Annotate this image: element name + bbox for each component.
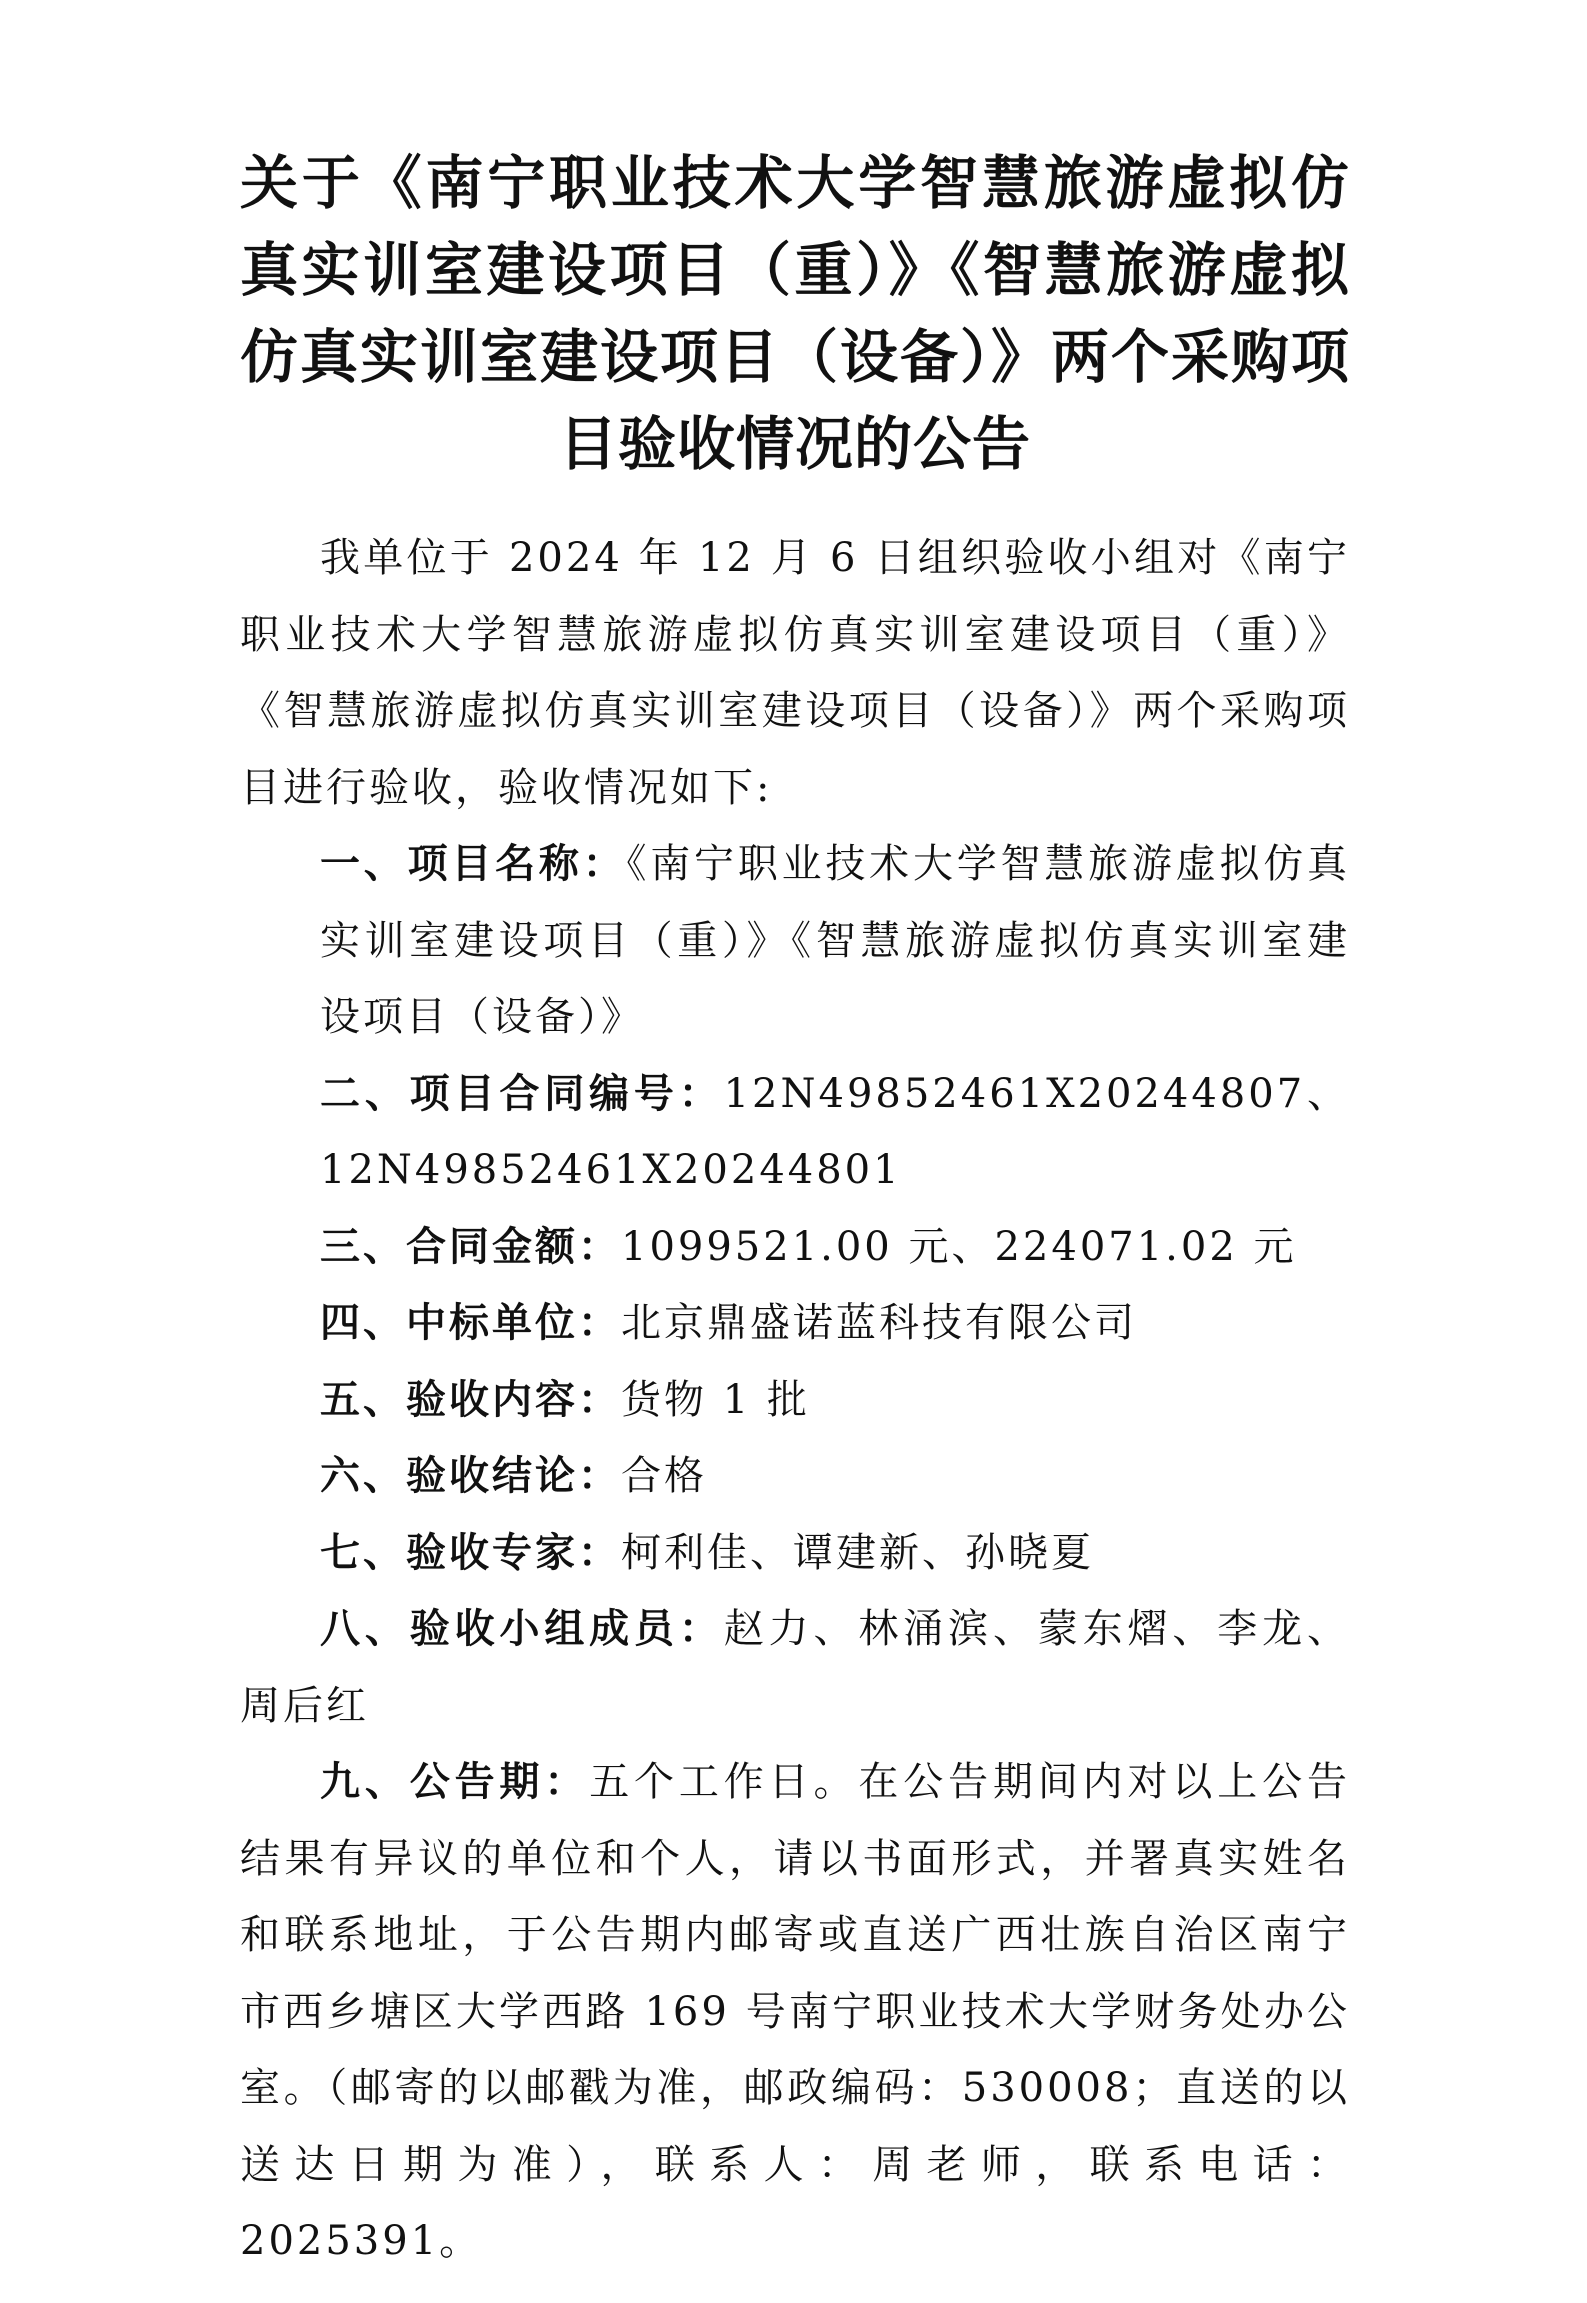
item-text: 赵力、林涌滨、蒙东熠、李龙、周后红 <box>240 1606 1351 1729</box>
item-heading: 七、验收专家： <box>320 1529 621 1576</box>
item-text: 货物 1 批 <box>621 1376 810 1423</box>
item-text: 12N49852461X20244807、 <box>723 1070 1350 1117</box>
item-heading: 九、公告期： <box>320 1759 590 1805</box>
item-heading: 八、验收小组成员： <box>320 1606 724 1652</box>
item-acceptance-conclusion <box>240 1438 1350 1515</box>
item-project-name <box>240 826 1350 1056</box>
item-contract-amount <box>240 1209 1350 1286</box>
item-contract-number <box>240 1056 1350 1133</box>
item-heading: 四、中标单位： <box>320 1300 621 1346</box>
item-contract-number-cont <box>240 1132 1350 1209</box>
item-text: 12N49852461X20244801 <box>320 1147 902 1193</box>
item-text: 《南宁职业技术大学智慧旅游虚拟仿真实训室建设项目（重）》《智慧旅游虚拟仿真实训室建设项目（设备）》 <box>320 841 1351 1040</box>
item-announcement-period <box>240 1744 1350 2280</box>
item-acceptance-content <box>240 1362 1350 1439</box>
item-acceptance-experts <box>240 1515 1350 1592</box>
item-text: 北京鼎盛诺蓝科技有限公司 <box>621 1300 1137 1346</box>
document-body <box>240 520 1350 2280</box>
item-heading: 一、项目名称： <box>320 841 627 887</box>
item-heading: 二、项目合同编号： <box>320 1070 724 1117</box>
item-heading: 三、合同金额： <box>320 1223 621 1270</box>
item-text: 柯利佳、谭建新、孙晓夏 <box>621 1529 1094 1576</box>
item-text: 合格 <box>621 1453 707 1499</box>
item-text: 1099521.00 元、224071.02 元 <box>621 1223 1297 1270</box>
item-group-members <box>240 1591 1350 1744</box>
intro-paragraph: 我单位于 2024 年 12 月 6 日组织验收小组对《南宁职业技术大学智慧旅游虚拟仿真实训室建设项目（重）》《智慧旅游虚拟仿真实训室建设项目（设备）》两个采购项目进行验收，验收情况如下: <box>240 535 1350 811</box>
item-winning-bidder <box>240 1285 1350 1362</box>
item-heading: 五、验收内容： <box>320 1376 621 1423</box>
item-text: 五个工作日。在公告期间内对以上公告结果有异议的单位和个人，请以书面形式，并署真实姓名和联系地址，于公告期内邮寄或直送广西壮族自治区南宁市西乡塘区大学西路 169 号南宁职业技术大学财务处办公室。（邮寄的以邮戳为准，邮政编码：530008；直送的以送达日期为准），联系人：周老师，联系电话：2025391。 <box>240 1759 1351 2264</box>
document-title: 关于《南宁职业技术大学智慧旅游虚拟仿真实训室建设项目（重）》《智慧旅游虚拟仿真实训室建设项目（设备）》两个采购项目验收情况的公告 <box>240 149 1350 478</box>
item-heading: 六、验收结论： <box>320 1453 621 1499</box>
